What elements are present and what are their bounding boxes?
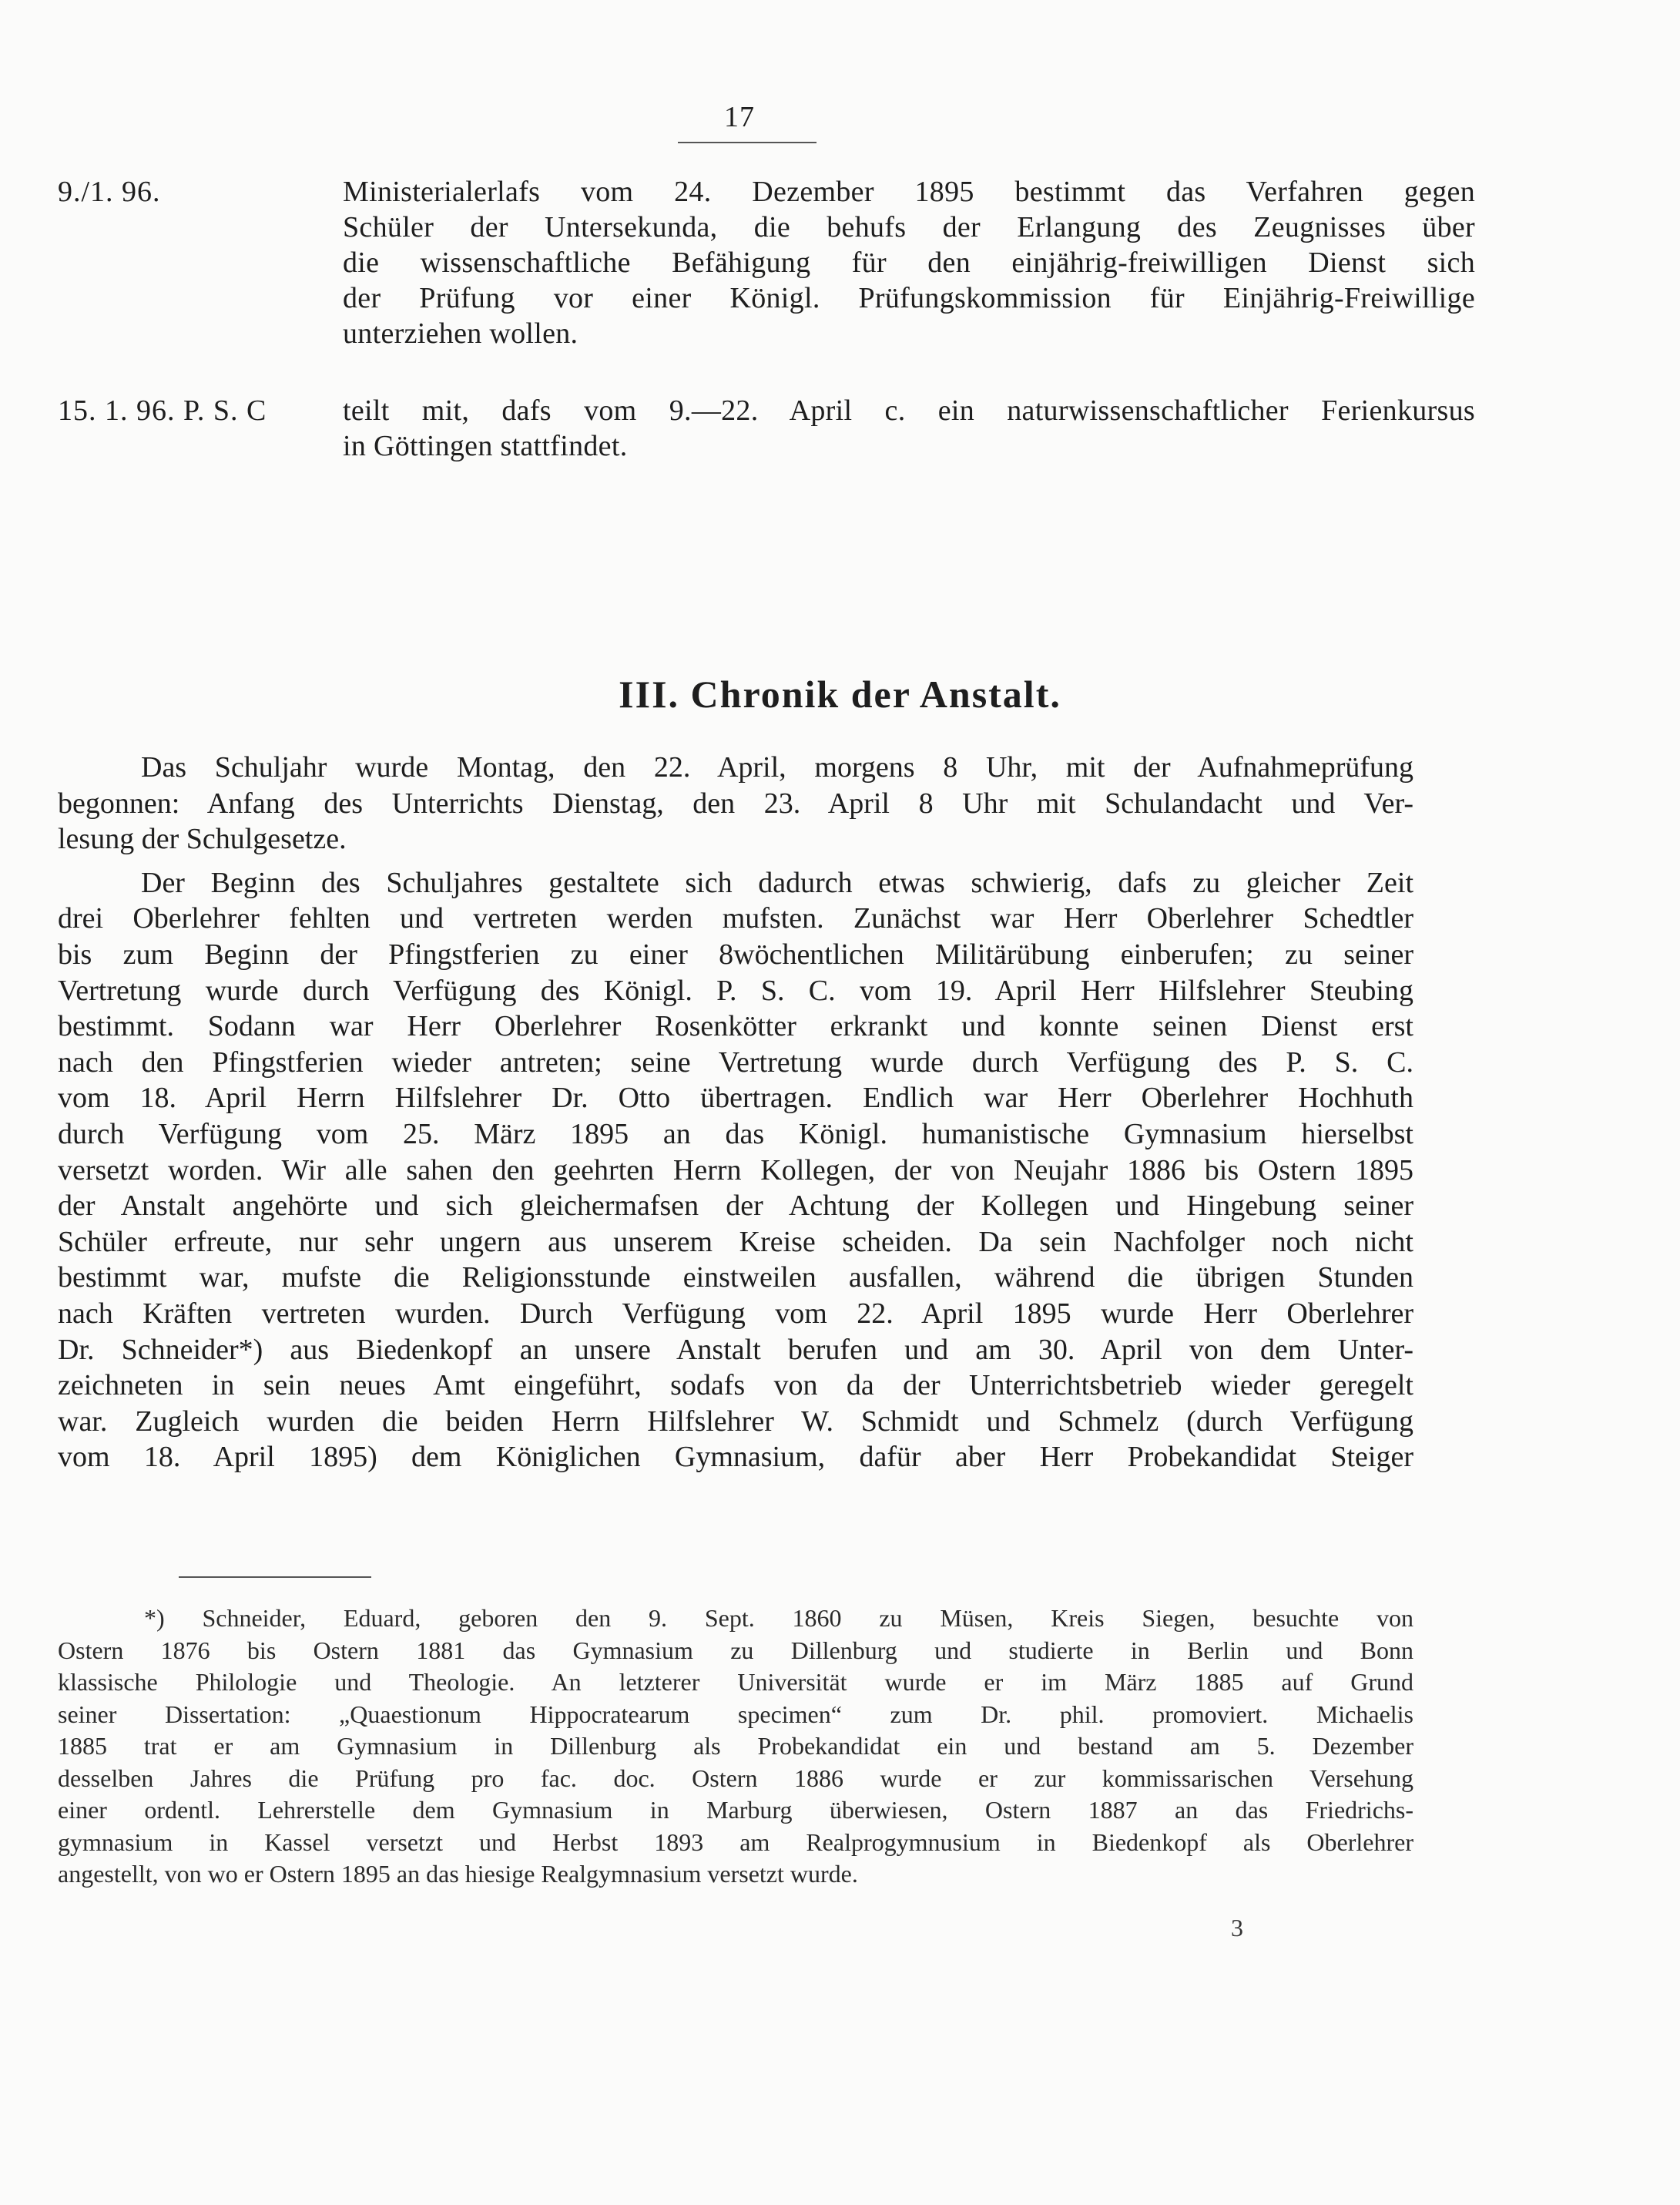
entry-text xyxy=(343,174,1475,351)
text-line: bis zum Beginn der Pfingstferien zu einer 8wöchentlichen Militärübung einberufen; zu seiner xyxy=(58,938,1413,971)
header-rule xyxy=(678,142,817,143)
text-line: drei Oberlehrer fehlten und vertreten werden mufsten. Zunächst war Herr Oberlehrer Schedtler xyxy=(58,902,1413,935)
page-number: 17 xyxy=(724,101,755,133)
text-line: die wissenschaftliche Befähigung für den einjährig-freiwilligen Dienst sich xyxy=(343,247,1475,279)
text-line: vom 18. April Herrn Hilfslehrer Dr. Otto übertragen. Endlich war Herr Oberlehrer Hochhuth xyxy=(58,1082,1413,1115)
footnote-line: gymnasium in Kassel versetzt und Herbst 1893 am Realprogymnusium in Biedenkopf als Oberlehrer xyxy=(58,1827,1413,1856)
footnote-line: desselben Jahres die Prüfung pro fac. doc. Ostern 1886 wurde er zur kommissarischen Versehung xyxy=(58,1764,1413,1792)
entry-date: 9./1. 96. xyxy=(58,176,161,208)
text-line: Schüler der Untersekunda, die behufs der Erlangung des Zeugnisses über xyxy=(343,211,1475,243)
text-line: in Göttingen stattfindet. xyxy=(343,430,628,462)
text-line: bestimmt. Sodann war Herr Oberlehrer Rosenkötter erkrankt und konnte seinen Dienst erst xyxy=(58,1010,1413,1043)
footnote-line: *) Schneider, Eduard, geboren den 9. Sept. 1860 zu Müsen, Kreis Siegen, besuchte von xyxy=(144,1604,1413,1632)
text-line: Das Schuljahr wurde Montag, den 22. April, morgens 8 Uhr, mit der Aufnahmeprüfung xyxy=(141,751,1413,784)
footnote xyxy=(58,1603,1413,1891)
paragraph xyxy=(58,750,1413,858)
footnote-rule xyxy=(179,1576,371,1578)
footnote-line: 1885 trat er am Gymnasium in Dillenburg als Probekandidat ein und bestand am 5. Dezember xyxy=(58,1732,1413,1760)
text-line: Ministerialerlafs vom 24. Dezember 1895 bestimmt das Verfahren gegen xyxy=(343,176,1475,208)
signature-mark: 3 xyxy=(1231,1914,1243,1942)
entry-date: 15. 1. 96. P. S. C xyxy=(58,394,267,427)
footnote-line: klassische Philologie und Theologie. An letzterer Universität wurde er im März 1885 auf Grund xyxy=(58,1668,1413,1696)
text-line: versetzt worden. Wir alle sahen den geehrten Herrn Kollegen, der von Neujahr 1886 bis Ostern 1895 xyxy=(58,1153,1413,1186)
text-line: der Anstalt angehörte und sich gleichermafsen der Achtung der Kollegen und Hingebung seiner xyxy=(58,1190,1413,1223)
paragraph xyxy=(58,865,1413,1475)
text-line: nach Kräften vertreten wurden. Durch Verfügung vom 22. April 1895 wurde Herr Oberlehrer xyxy=(58,1297,1413,1330)
footnote-line: seiner Dissertation: „Quaestionum Hippocratearum specimen“ zum Dr. phil. promoviert. Michaelis xyxy=(58,1700,1413,1728)
entry-text xyxy=(343,393,1475,464)
text-line: durch Verfügung vom 25. März 1895 an das Königl. humanistische Gymnasium hierselbst xyxy=(58,1117,1413,1150)
text-line: Vertretung wurde durch Verfügung des Königl. P. S. C. vom 19. April Herr Hilfslehrer Steubing xyxy=(58,974,1413,1007)
text-line: teilt mit, dafs vom 9.—22. April c. ein naturwissenschaftlicher Ferienkursus xyxy=(343,394,1475,427)
text-line: Der Beginn des Schuljahres gestaltete sich dadurch etwas schwierig, dafs zu gleicher Zeit xyxy=(141,866,1413,899)
text-line: Dr. Schneider*) aus Biedenkopf an unsere Anstalt berufen und am 30. April von dem Unter- xyxy=(58,1333,1413,1366)
text-line: begonnen: Anfang des Unterrichts Dienstag, den 23. April 8 Uhr mit Schulandacht und Ver- xyxy=(58,787,1413,820)
text-line: der Prüfung vor einer Königl. Prüfungskommission für Einjährig-Freiwillige xyxy=(343,282,1475,314)
text-line: vom 18. April 1895) dem Königlichen Gymnasium, dafür aber Herr Probekandidat Steiger xyxy=(58,1441,1413,1474)
text-line: unterziehen wollen. xyxy=(343,317,578,350)
section-heading: III. Chronik der Anstalt. xyxy=(619,673,1061,716)
text-line: lesung der Schulgesetze. xyxy=(58,823,347,856)
text-line: nach den Pfingstferien wieder antreten; seine Vertretung wurde durch Verfügung des P. S. C. xyxy=(58,1045,1413,1079)
footnote-line: einer ordentl. Lehrerstelle dem Gymnasium in Marburg überwiesen, Ostern 1887 an das Friedrichs- xyxy=(58,1796,1413,1824)
text-line: war. Zugleich wurden die beiden Herrn Hilfslehrer W. Schmidt und Schmelz (durch Verfügung xyxy=(58,1405,1413,1438)
body-text xyxy=(58,750,1413,1475)
text-line: bestimmt war, mufste die Religionsstunde einstweilen ausfallen, während die übrigen Stunden xyxy=(58,1261,1413,1294)
text-line: zeichneten in sein neues Amt eingeführt, sodafs von da der Unterrichtsbetrieb wieder geregelt xyxy=(58,1369,1413,1402)
text-line: Schüler erfreute, nur sehr ungern aus unserem Kreise scheiden. Da sein Nachfolger noch nicht xyxy=(58,1225,1413,1258)
footnote-line: Ostern 1876 bis Ostern 1881 das Gymnasium zu Dillenburg und studierte in Berlin und Bonn xyxy=(58,1636,1413,1664)
footnote-line: angestellt, von wo er Ostern 1895 an das hiesige Realgymnasium versetzt wurde. xyxy=(58,1860,858,1888)
